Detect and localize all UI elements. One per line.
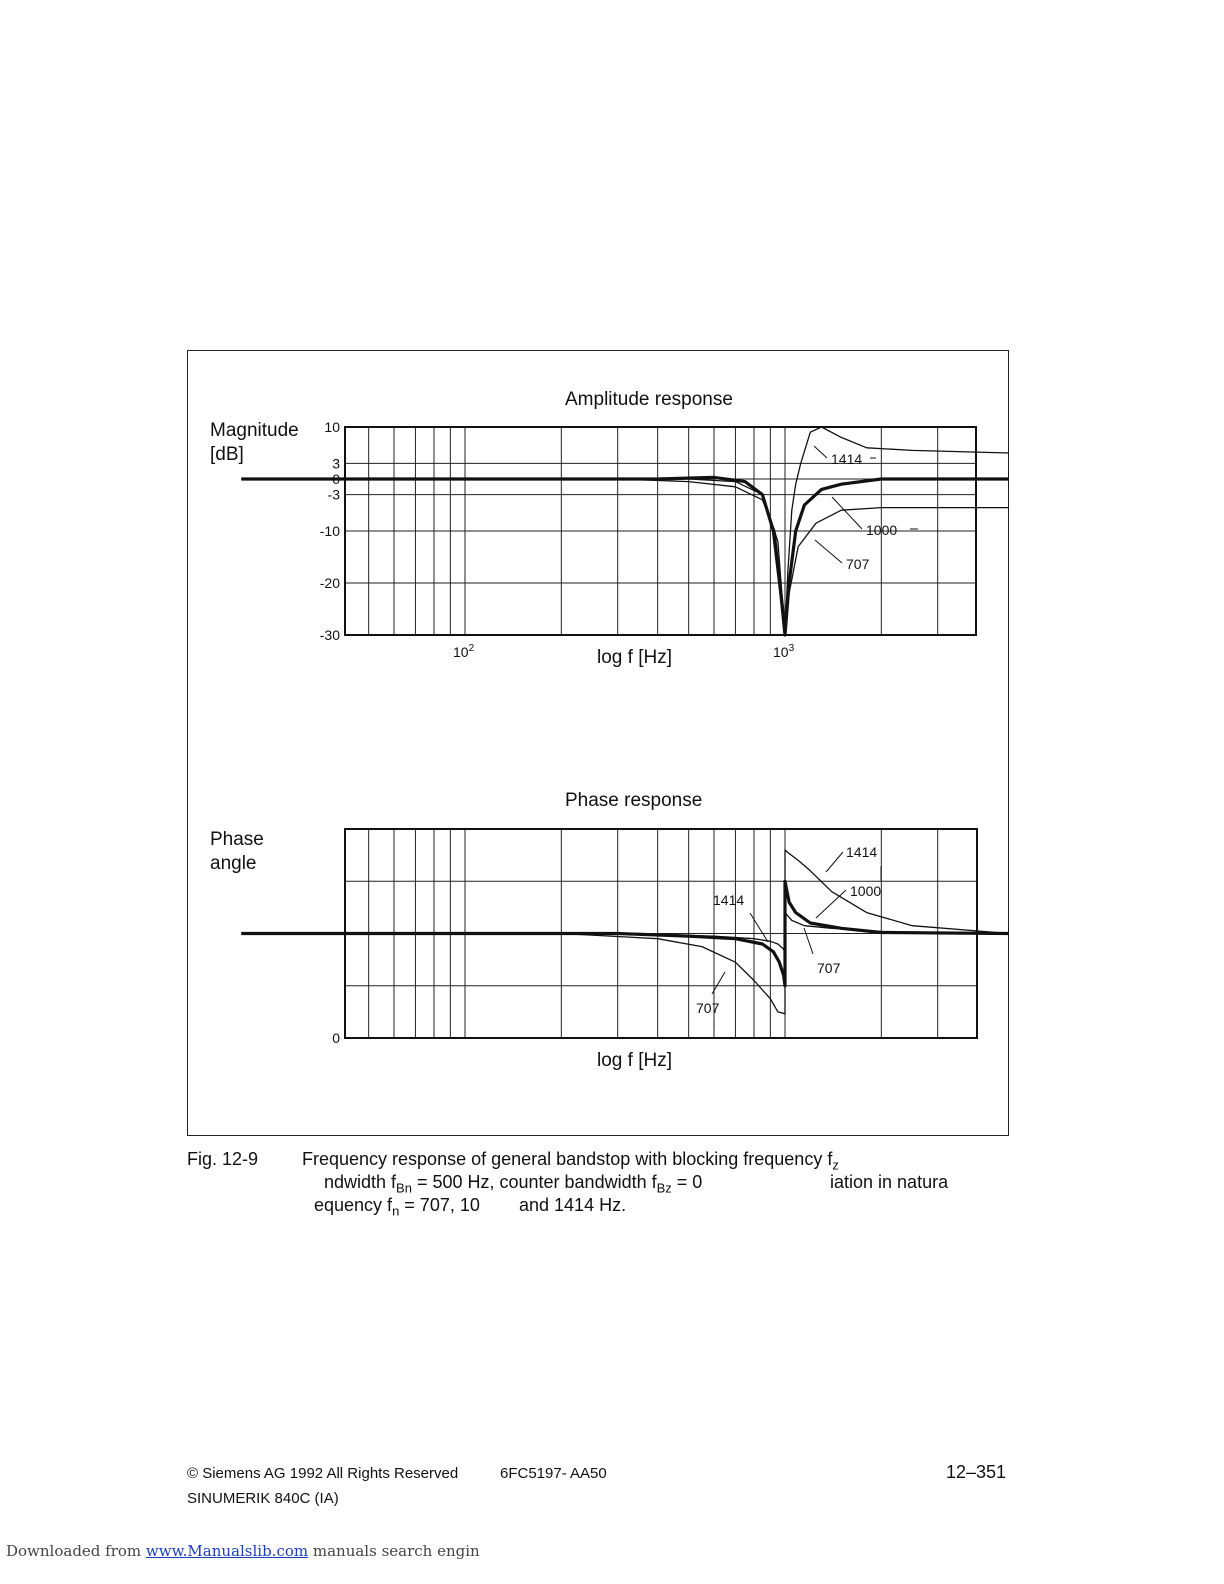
annotation-leader xyxy=(814,446,827,458)
y-tick-label: 0 xyxy=(332,1030,340,1046)
annotation-label: 707 xyxy=(696,1000,720,1016)
caption-line-3: equency $f_n = 707$, 10 xyxy=(314,1195,480,1219)
series-line-707 xyxy=(241,479,1008,635)
annotation-label: 1000 xyxy=(850,883,882,899)
annotation-label: 1414 xyxy=(846,844,878,860)
page-number: 12–351 xyxy=(946,1462,1007,1482)
annotation-leader xyxy=(804,928,813,954)
phase-title: Phase response xyxy=(565,790,703,811)
series-line-707 xyxy=(241,913,1008,1014)
phase-xlabel: log f [Hz] xyxy=(597,1050,672,1071)
y-tick-label: -10 xyxy=(319,523,340,539)
footer-copyright: © Siemens AG 1992 All Rights Reserved xyxy=(187,1465,459,1482)
amplitude-xlabel: log f [Hz] xyxy=(597,647,672,668)
annotation-leader xyxy=(826,852,843,872)
caption-line-1: Frequency response of general bandstop with blocking frequency $f_z$ xyxy=(302,1149,839,1173)
caption-figure-number: Fig. 12-9 xyxy=(187,1149,259,1169)
x-tick-label: $10^3$ xyxy=(773,643,795,660)
series-line-1000 xyxy=(241,477,1008,635)
y-tick-label: -20 xyxy=(319,575,340,591)
annotation-label: 1414 xyxy=(831,451,863,467)
x-tick-label: $10^2$ xyxy=(453,643,475,660)
y-tick-label: 3 xyxy=(332,455,340,472)
phase-tick-labels xyxy=(332,1030,340,1046)
caption-line-2-tail: iation in natura xyxy=(830,1172,949,1192)
y-tick-label: -30 xyxy=(319,627,340,643)
annotation-leader xyxy=(816,890,846,918)
annotation-label: 1000 xyxy=(866,522,898,538)
y-tick-label: 10 xyxy=(324,419,340,435)
annotation-leader xyxy=(750,913,768,942)
caption-line-3-tail: and 1414 Hz. xyxy=(519,1195,627,1215)
annotation-label: 707 xyxy=(817,960,841,976)
footer-product: SINUMERIK 840C (IA) xyxy=(187,1490,339,1507)
annotation-label: 1414 xyxy=(713,892,745,908)
y-tick-label: -3 xyxy=(327,486,340,503)
footer-order-number: 6FC5197- AA50 xyxy=(500,1465,607,1482)
amplitude-title: Amplitude response xyxy=(565,389,733,410)
phase-series xyxy=(241,850,1008,1014)
annotation-leader xyxy=(815,540,842,563)
annotation-label: 707 xyxy=(846,556,870,572)
amplitude-tick-labels xyxy=(320,419,795,660)
amplitude-ylabel: Magnitude [dB] xyxy=(210,420,299,465)
series-line-1414 xyxy=(241,850,1008,955)
caption-line-2: ndwidth $f_{Bn} = 500$ Hz, counter bandwidth $f_{Bz} = 0$ xyxy=(324,1172,703,1196)
download-banner: Downloaded from www.Manualslib.com manuals search engin xyxy=(6,1542,480,1560)
phase-ylabel: Phase angle xyxy=(210,829,264,874)
manualslib-link[interactable]: www.Manualslib.com xyxy=(145,1542,309,1560)
y-tick-label: 0 xyxy=(332,471,340,487)
